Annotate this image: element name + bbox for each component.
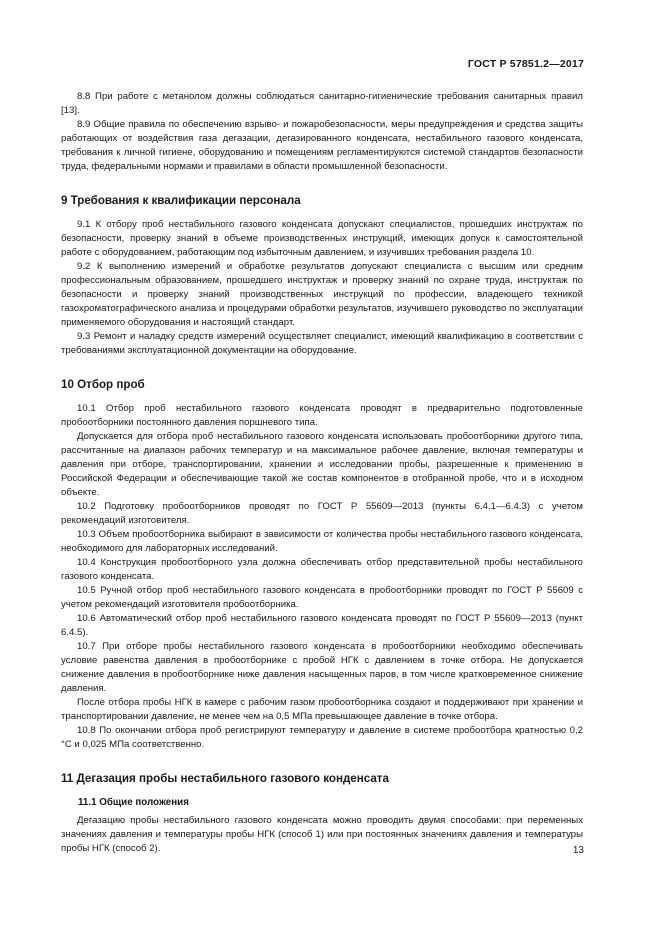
paragraph-10-8: 10.8 По окончании отбора проб регистрируют температуру и давление в системе пробоотбора кратностью 0,2 °С и 0,025 МПа соответственно. xyxy=(61,725,583,750)
paragraph-10-1-note: Допускается для отбора проб нестабильного газового конденсата использовать пробоотборники другого типа, рассчитанные на диапазон рабочих температур и на максимальное рабочее давление, включая температуры и давления при отборе, транспортировании, хранении и исследовании пробы, разрешенные к применению в Российской Федерации и обеспечивающие такой же состав компонентов в отобранной пробе, что и в исходном объекте. xyxy=(61,431,583,498)
section-10-heading: 10 Отбор проб xyxy=(61,378,145,391)
paragraph-8-9: 8.9 Общие правила по обеспечению взрыво- и пожаробезопасности, меры предупреждения и средства защиты работающих от воздействия газа дегазации, дегазированного конденсата, нестабильного газового конденсата, требования к личной гигиене, оборудованию и помещениям регламентируются системой стандартов безопасности труда, федеральными нормами и правилами в области промышленной безопасности. xyxy=(61,119,583,172)
paragraph-8-8: 8.8 При работе с метанолом должны соблюдаться санитарно-гигиенические требования санитарных правил [13]. xyxy=(61,91,583,116)
section-9-heading: 9 Требования к квалификации персонала xyxy=(61,194,301,207)
paragraph-11-1: Дегазацию пробы нестабильного газового конденсата можно проводить двумя способами: при переменных значениях давления и температуры пробы НГК (способ 1) или при постоянных значениях давления и температуры пробы НГК (способ 2). xyxy=(61,815,583,854)
paragraph-9-1: 9.1 К отбору проб нестабильного газового конденсата допускают специалистов, прошедших инструктаж по безопасности, проверку знаний в объеме производственных инструкций, имеющих допуск к самостоятельной работе с оборудованием, работающим под избыточным давлением, и изучивших требования раздела 10. xyxy=(61,219,583,258)
paragraph-10-7: 10.7 При отборе пробы нестабильного газового конденсата в пробоотборники необходимо обеспечивать условие равенства давления в пробоотборнике с пробой НГК с давлением в точке отбора. Не допускается снижение давления в пробоотборнике ниже давления насыщенных паров, в том числе кратковременное снижение давления. xyxy=(61,641,583,694)
paragraph-10-1: 10.1 Отбор проб нестабильного газового конденсата проводят в предварительно подготовленные пробоотборники постоянного давления поршневого типа. xyxy=(61,403,583,428)
paragraph-10-4: 10.4 Конструкция пробоотборного узла должна обеспечивать отбор представительной пробы нестабильного газового конденсата. xyxy=(61,557,583,582)
section-11-heading: 11 Дегазация пробы нестабильного газового конденсата xyxy=(61,772,389,785)
paragraph-10-7-note: После отбора пробы НГК в камере с рабочим газом пробоотборника создают и поддерживают при хранении и транспортировании давление, не менее чем на 0,5 МПа превышающее давление в точке отбора. xyxy=(61,697,583,722)
paragraph-9-3: 9.3 Ремонт и наладку средств измерений осуществляет специалист, имеющий квалификацию в соответствии с требованиями эксплуатационной документации на оборудование. xyxy=(61,331,583,356)
paragraph-10-6: 10.6 Автоматический отбор проб нестабильного газового конденсата проводят по ГОСТ Р 55609—2013 (пункт 6.4.5). xyxy=(61,613,583,638)
standard-header: ГОСТ Р 57851.2—2017 xyxy=(467,58,584,70)
page-number: 13 xyxy=(572,845,584,856)
paragraph-10-2: 10.2 Подготовку пробоотборников проводят по ГОСТ Р 55609—2013 (пункты 6.4.1—6.4.3) с учетом рекомендаций изготовителя. xyxy=(61,501,583,526)
subsection-11-1-heading: 11.1 Общие положения xyxy=(78,797,189,808)
paragraph-10-3: 10.3 Объем пробоотборника выбирают в зависимости от количества пробы нестабильного газового конденсата, необходимого для лабораторных исследований. xyxy=(61,529,583,554)
paragraph-10-5: 10.5 Ручной отбор проб нестабильного газового конденсата в пробоотборники проводят по ГОСТ Р 55609 с учетом рекомендаций изготовителя пробоотборника. xyxy=(61,585,583,610)
paragraph-9-2: 9.2 К выполнению измерений и обработке результатов допускают специалиста с высшим или средним профессиональным образованием, прошедшего инструктаж и проверку знаний по охране труда, инструктаж по безопасности и проверку знаний производственных инструкций по профессии, владеющего техникой газохроматографического анализа и процедурами обработки результатов, изучившего руководство по эксплуатации применяемого оборудования и настоящий стандарт. xyxy=(61,261,583,328)
page-content xyxy=(61,90,583,856)
